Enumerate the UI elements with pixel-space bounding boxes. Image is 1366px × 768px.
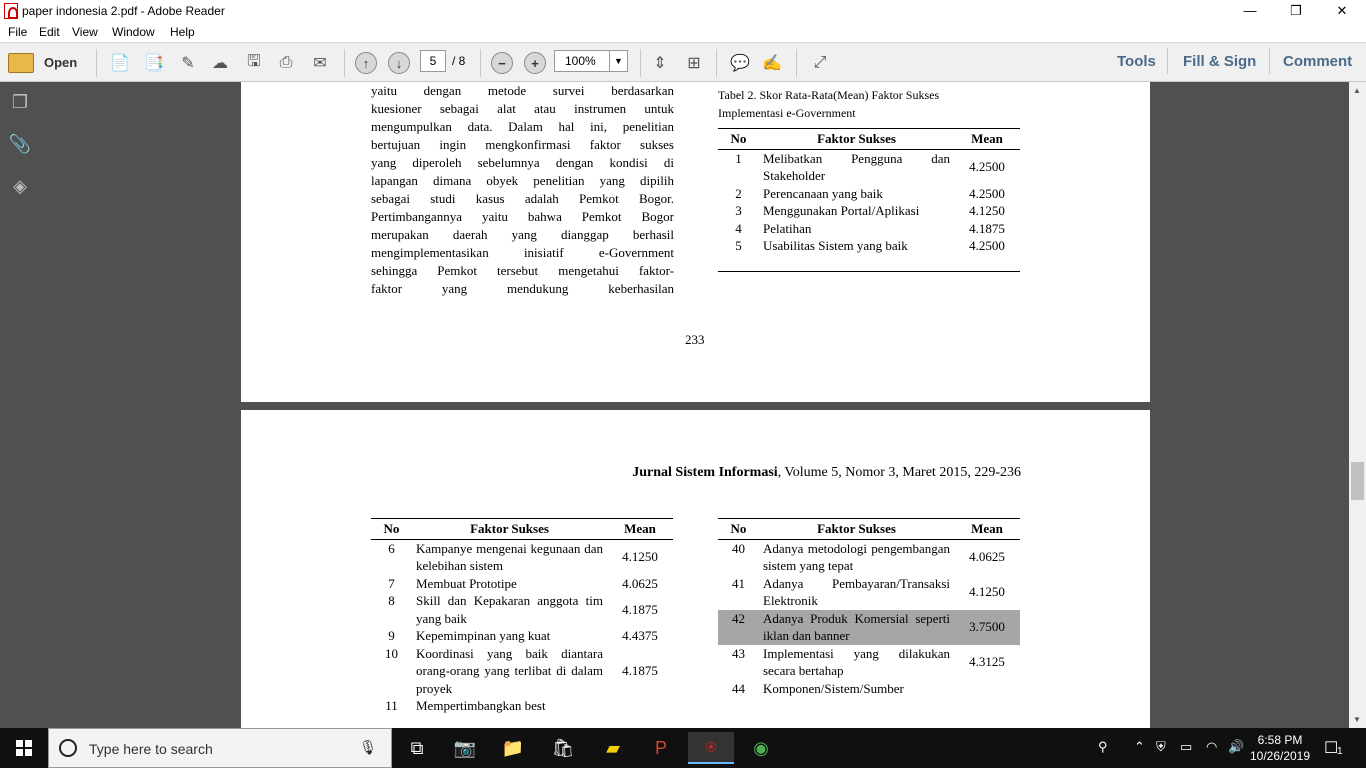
volume-icon[interactable]: 🔊 (1228, 739, 1245, 754)
navigation-pane (0, 82, 41, 728)
cell-mean: 4.1875 (622, 601, 658, 617)
cell-no: 1 (735, 150, 742, 166)
cell-faktor: Implementasi yang dilakukan secara bertahap (763, 645, 950, 678)
scrolling-mode-icon[interactable]: ⇕ (653, 55, 667, 72)
cell-no: 3 (735, 203, 742, 218)
cell-mean: 4.1250 (622, 549, 658, 565)
export-pdf-icon[interactable]: 📑 (144, 55, 164, 72)
layers-icon[interactable]: ◈ (13, 176, 27, 196)
body-line: sebagai studi kasus adalah Pemkot Bogor. (371, 191, 674, 206)
open-button[interactable]: Open (44, 55, 78, 70)
body-line: kuesioner sebagai alat atau instrumen untuk (371, 101, 674, 116)
cell-faktor: Adanya Produk Komersial seperti iklan dan banner (759, 610, 954, 645)
window-title: paper indonesia 2.pdf - Adobe Reader (22, 4, 225, 18)
title-bar (0, 0, 1366, 22)
adobe-reader-icon (4, 3, 18, 19)
cell-faktor: Adanya Pembayaran/Transaksi Elektronik (763, 575, 950, 608)
cell-mean (954, 680, 1020, 698)
fill-sign-button[interactable]: Fill & Sign (1183, 53, 1257, 70)
body-line: lapangan dimana obyek penelitian yang dipilih (371, 173, 674, 188)
vertical-scrollbar[interactable] (1349, 82, 1366, 728)
menu-file[interactable]: File (8, 25, 28, 39)
microphone-icon[interactable]: 🎙 (359, 739, 377, 755)
table-row (718, 539, 1020, 575)
search-box[interactable] (48, 728, 392, 768)
menu-help[interactable]: Help (170, 25, 195, 39)
caption-line: Implementasi e-Government (718, 106, 856, 120)
chrome-icon[interactable]: ◉ (753, 737, 769, 758)
col-no: No (718, 519, 759, 540)
success-factor-table-right (718, 518, 1020, 697)
table-row (718, 202, 1020, 220)
cell-no: 2 (735, 185, 742, 201)
table-row (718, 645, 1020, 680)
page-total: / 8 (452, 54, 466, 68)
cell-faktor: Kepemimpinan yang kuat (416, 628, 551, 643)
col-mean: Mean (954, 129, 1020, 150)
cell-no: 7 (388, 575, 395, 591)
document-viewer[interactable] (41, 82, 1349, 728)
cell-faktor: Skill dan Kepakaran anggota tim yang baik (416, 593, 603, 626)
cell-mean: 4.1875 (622, 663, 658, 678)
success-factor-table-left (371, 518, 673, 715)
highlight-text-icon[interactable]: ✍ (762, 55, 782, 72)
cell-no: 41 (732, 575, 745, 591)
zoom-in-icon[interactable]: + (524, 52, 546, 74)
col-faktor: Faktor Sukses (412, 519, 607, 540)
body-line: faktor yang mendukung keberhasilan (371, 281, 674, 296)
table-row (371, 697, 673, 715)
sticky-notes-icon[interactable]: ▰ (606, 737, 620, 758)
body-line: bertujuan ingin mengkonfirmasi faktor sukses (371, 137, 674, 152)
scroll-up-icon[interactable]: ▲ (1353, 86, 1361, 95)
tools-button[interactable]: Tools (1117, 53, 1156, 70)
powerpoint-icon[interactable]: P (654, 737, 667, 758)
table-row (718, 610, 1020, 645)
notification-center-icon[interactable]: ☐ 1 (1324, 740, 1343, 757)
menu-bar (0, 22, 1366, 42)
cell-faktor: Komponen/Sistem/Sumber (763, 680, 904, 696)
table-bottom-rule (718, 271, 1020, 272)
table-row (371, 539, 673, 575)
taskbar (0, 728, 1366, 768)
table-caption (718, 86, 939, 122)
zoom-select[interactable] (554, 50, 628, 72)
cell-no: 43 (732, 645, 745, 661)
security-icon[interactable]: ⛨ (1156, 739, 1166, 754)
page-thumbnails-icon[interactable]: ❐ (11, 92, 29, 112)
cell-mean: 4.0625 (969, 549, 1005, 565)
comment-button[interactable]: Comment (1283, 53, 1353, 70)
scrollbar-thumb[interactable] (1351, 462, 1364, 500)
wifi-icon[interactable]: ◠ (1206, 739, 1218, 754)
cell-mean: 4.4375 (622, 628, 658, 643)
page-number: 233 (685, 332, 705, 347)
table-row (371, 627, 673, 645)
table-row (371, 592, 673, 627)
chevron-down-icon[interactable]: ▼ (609, 51, 627, 71)
menu-edit[interactable]: Edit (39, 25, 60, 39)
menu-window[interactable]: Window (112, 25, 155, 39)
pdf-page-6 (241, 410, 1150, 728)
close-button[interactable]: ✕ (1336, 3, 1348, 18)
battery-icon[interactable]: ▭ (1180, 739, 1193, 754)
cell-mean: 4.0625 (622, 575, 658, 591)
cell-mean (607, 697, 673, 715)
table-row (718, 185, 1020, 203)
store-icon[interactable]: 🛍 (551, 737, 575, 758)
menu-view[interactable]: View (72, 25, 98, 39)
search-icon (59, 739, 77, 757)
cell-mean: 4.3125 (969, 654, 1005, 670)
body-line: sehingga Pemkot tersebut mengetahui faktor- (371, 263, 674, 278)
fit-page-icon[interactable]: ⊞ (687, 55, 701, 72)
open-folder-icon[interactable] (8, 53, 34, 73)
table-row (371, 575, 673, 593)
attachments-icon[interactable]: 📎 (8, 134, 32, 154)
cell-no: 42 (718, 610, 759, 645)
clock-date: 10/26/2019 (1249, 749, 1311, 763)
edit-pdf-icon[interactable]: ✎ (181, 55, 195, 72)
cell-faktor: Menggunakan Portal/Aplikasi (763, 203, 920, 218)
table-row (718, 575, 1020, 610)
cell-mean: 4.2500 (969, 185, 1005, 201)
page-number-input[interactable]: 5 (420, 50, 446, 72)
cell-faktor: Perencanaan yang baik (763, 185, 883, 201)
task-view-icon[interactable]: ⧉ (410, 737, 424, 758)
cell-mean: 4.2500 (969, 238, 1005, 253)
search-placeholder: Type here to search (89, 741, 213, 757)
cell-no: 6 (388, 540, 395, 556)
zoom-out-icon[interactable]: − (491, 52, 513, 74)
cell-no: 40 (732, 540, 745, 556)
toolbar (0, 42, 1366, 82)
cell-faktor: Kampanye mengenai kegunaan dan kelebihan sistem (416, 540, 603, 573)
next-page-icon[interactable]: ↓ (388, 52, 410, 74)
col-faktor: Faktor Sukses (759, 129, 954, 150)
cell-faktor: Koordinasi yang baik diantara orang-orang yang terlibat di dalam proyek (416, 645, 603, 696)
adobe-reader-taskbar-icon[interactable]: ⍟ (688, 732, 734, 764)
body-line: mengimplementasikan inisiatif e-Government (371, 245, 674, 260)
table-row (718, 220, 1020, 238)
cell-faktor: Pelatihan (763, 220, 812, 236)
cell-no: 11 (385, 698, 398, 713)
cell-no: 8 (388, 593, 395, 608)
cell-faktor: Usabilitas Sistem yang baik (763, 238, 908, 253)
body-line: Pertimbangannya yaitu bahwa Pemkot Bogor (371, 209, 674, 224)
previous-page-icon[interactable]: ↑ (355, 52, 377, 74)
cell-no: 44 (732, 680, 745, 696)
journal-issue: , Volume 5, Nomor 3, Maret 2015, 229-236 (777, 465, 1021, 480)
table-row (371, 645, 673, 698)
cell-mean: 3.7500 (954, 610, 1020, 645)
print-icon[interactable]: ⎙ (279, 54, 293, 71)
upload-cloud-icon[interactable]: ☁ (212, 55, 228, 72)
cell-no: 10 (385, 645, 398, 661)
save-icon[interactable]: 🖫 (247, 52, 261, 70)
cell-faktor: Adanya metodologi pengembangan sistem yang tepat (763, 540, 950, 573)
cell-faktor: Mempertimbangkan best (416, 698, 546, 713)
col-mean: Mean (607, 519, 673, 540)
body-line: yaitu dengan metode survei berdasarkan (371, 83, 674, 98)
file-explorer-icon[interactable]: 📁 (501, 737, 525, 758)
restore-button[interactable]: ❐ (1290, 3, 1302, 18)
cell-faktor: Melibatkan Pengguna dan Stakeholder (763, 150, 950, 183)
col-mean: Mean (954, 519, 1020, 540)
camera-app-icon[interactable]: 📷 (453, 737, 477, 758)
body-line: merupakan daerah yang dianggap berhasil (371, 227, 674, 242)
cell-mean: 4.1250 (969, 584, 1005, 600)
cell-faktor: Membuat Prototipe (416, 575, 517, 591)
col-no: No (718, 129, 759, 150)
body-line: yang diperoleh sebelumnya dengan kondisi di (371, 155, 674, 170)
success-factor-table (718, 128, 1020, 255)
sticky-note-icon[interactable]: 💬 (730, 55, 750, 72)
pdf-page-5 (241, 82, 1150, 402)
col-faktor: Faktor Sukses (759, 519, 954, 540)
body-text (371, 82, 674, 298)
cell-no: 4 (735, 220, 742, 236)
scroll-down-icon[interactable]: ▼ (1353, 715, 1361, 724)
body-line: mengumpulkan data. Dalam hal ini, penelitian (371, 119, 674, 134)
cell-no: 9 (388, 628, 395, 643)
cell-mean: 4.2500 (969, 159, 1005, 175)
cell-mean: 4.1875 (969, 220, 1005, 236)
cell-mean: 4.1250 (969, 203, 1005, 218)
cell-no: 5 (735, 238, 742, 253)
email-icon[interactable]: ✉ (313, 55, 327, 72)
journal-header (632, 465, 1021, 481)
people-icon[interactable]: ⚲ (1098, 739, 1108, 754)
full-screen-icon[interactable]: ⤢ (813, 54, 827, 71)
show-hidden-icons-icon[interactable]: ⌃ (1134, 739, 1145, 754)
table-row (718, 680, 1020, 698)
table-row (718, 149, 1020, 185)
notification-count: 1 (1337, 746, 1343, 757)
minimize-button[interactable]: — (1243, 3, 1257, 18)
zoom-value: 100% (565, 54, 596, 68)
create-pdf-icon[interactable]: 📄 (110, 55, 130, 72)
system-clock[interactable] (1248, 732, 1312, 764)
clock-time: 6:58 PM (1257, 733, 1303, 747)
start-button[interactable] (0, 728, 48, 768)
windows-logo-icon (16, 740, 32, 756)
table-row (718, 237, 1020, 255)
col-no: No (371, 519, 412, 540)
caption-line: Tabel 2. Skor Rata-Rata(Mean) Faktor Sukses (718, 88, 940, 102)
journal-name: Jurnal Sistem Informasi (632, 465, 778, 480)
